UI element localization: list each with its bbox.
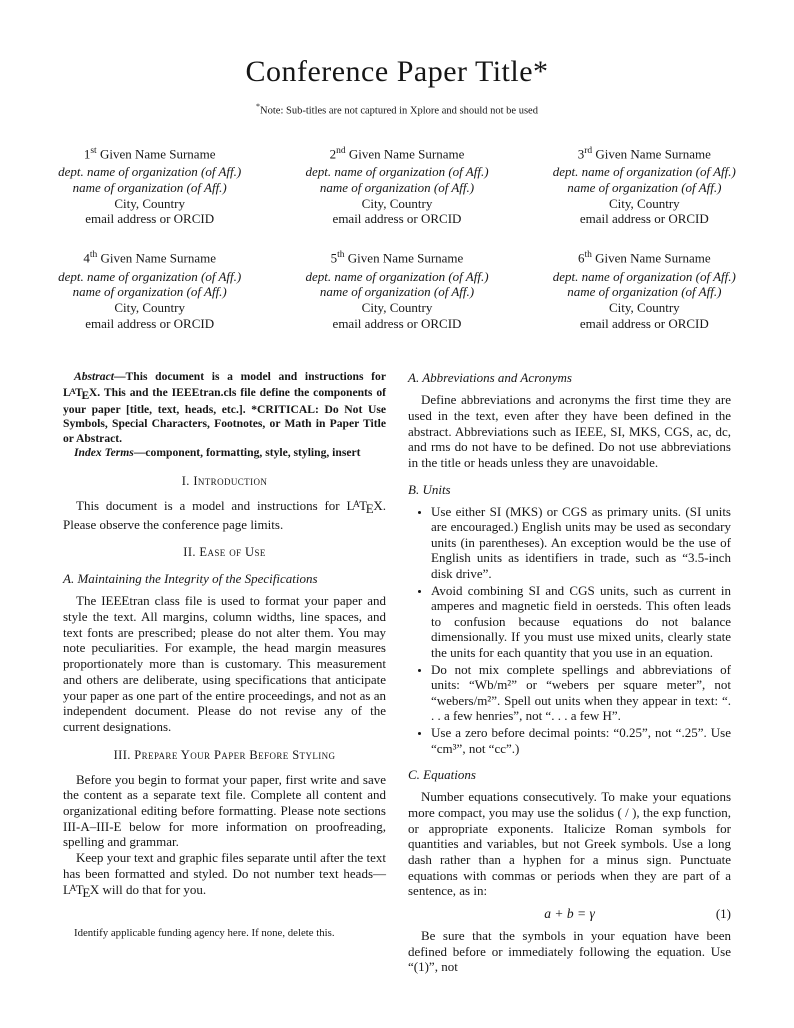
units-bullet-list: [408, 504, 731, 757]
subsection-heading-units: B. Units: [408, 481, 451, 497]
funding-footnote: Identify applicable funding agency here. If none, delete this.: [74, 926, 335, 939]
section-heading-ease-of-use: II. Ease of Use: [183, 545, 266, 560]
author-block-3: [521, 144, 768, 227]
author-email: email address or ORCID: [579, 315, 709, 331]
integrity-paragraph: The IEEEtran class file is used to format your paper and style the text. All margins, column widths, line spaces, and text fonts are prescribed; please do not alter them. You may note peculiarities. For example, the head margin measures proportionately more than is customary. This measurement and others are deliberate, using specifications that anticipate your paper as one part of the entire proceedings, and not as an independent document. Please do not revise any of the current designations.: [63, 593, 386, 734]
section-heading-introduction: I. Introduction: [181, 473, 268, 488]
author-block-5: [273, 248, 520, 331]
author-email: email address or ORCID: [332, 211, 462, 227]
author-name: 5th Given Name Surname: [330, 249, 464, 266]
author-block-6: [521, 248, 768, 331]
author-name: 1st Given Name Surname: [83, 145, 216, 161]
units-bullet: • Use a zero before decimal points: “0.25”, not “.25”. Use “cm³”, not “cc”.): [431, 725, 731, 756]
author-name: 6th Given Name Surname: [577, 249, 711, 266]
author-city: City, Country: [361, 299, 433, 315]
author-dept: dept. name of organization (of Aff.): [552, 164, 736, 180]
section-heading-prepare: III. Prepare Your Paper Before Styling: [113, 747, 336, 762]
author-dept: dept. name of organization (of Aff.): [58, 164, 242, 180]
paper-title: Conference Paper Title*: [245, 55, 549, 88]
author-dept: dept. name of organization (of Aff.): [305, 164, 489, 180]
subsection-heading-abbreviations: A. Abbreviations and Acronyms: [408, 370, 572, 386]
title-note-star: *: [256, 102, 261, 111]
units-bullet: • Do not mix complete spellings and abbreviations of units: “Wb/m²” or “webers per square meter”, not “webers/m²”. Spell out units when they appear in text: “. . . a few henries”, not “. . . a few H”.: [431, 662, 731, 724]
author-name: 3rd Given Name Surname: [577, 145, 711, 161]
author-org: name of organization (of Aff.): [567, 180, 722, 196]
author-block-4: [26, 248, 273, 331]
author-org: name of organization (of Aff.): [319, 284, 475, 300]
equation-body: a + b = γ: [544, 906, 595, 922]
author-dept: dept. name of organization (of Aff.): [58, 268, 242, 284]
title-note: [0, 102, 794, 117]
prepare-paragraph-2: Keep your text and graphic files separate until after the text has been formatted and styled. Do not number text heads—LATEX will do that for you.: [63, 850, 386, 900]
equation-number: (1): [715, 906, 731, 922]
author-dept: dept. name of organization (of Aff.): [552, 268, 736, 284]
subsection-heading-integrity: A. Maintaining the Integrity of the Specifications: [63, 571, 318, 587]
author-city: City, Country: [361, 195, 433, 211]
prepare-paragraph-1: Before you begin to format your paper, first write and save the content as a separate text file. Complete all content and organizational editing before formatting. Please note sections III-A–III-E below for more information on proofreading, spelling and grammar.: [63, 771, 386, 850]
author-email: email address or ORCID: [85, 211, 215, 227]
author-block-2: [273, 144, 520, 227]
index-terms: Index Terms—component, formatting, style, styling, insert: [74, 446, 361, 460]
two-column-body: [0, 370, 794, 975]
author-org: name of organization (of Aff.): [72, 180, 227, 196]
author-email: email address or ORCID: [85, 315, 215, 331]
author-org: name of organization (of Aff.): [319, 180, 475, 196]
author-dept: dept. name of organization (of Aff.): [305, 268, 489, 284]
right-column: [408, 370, 731, 975]
left-column: [63, 370, 386, 975]
author-city: City, Country: [114, 195, 185, 211]
author-email: email address or ORCID: [579, 211, 709, 227]
abstract-paragraph: Abstract—This document is a model and instructions for LATEX. This and the IEEEtran.cls file define the components of your paper [title, text, heads, etc.]. *CRITICAL: Do Not Use Symbols, Special Characters, Footnotes, or Math in Paper Title or Abstract.: [63, 370, 386, 445]
author-name: 2nd Given Name Surname: [329, 145, 465, 161]
units-bullet: • Avoid combining SI and CGS units, such as current in amperes and magnetic field in oersteds. This often leads to confusion because equations do not balance dimensionally. If you must use mixed units, clearly state the units for each quantity that you use in an equation.: [431, 583, 731, 661]
equation-followup-paragraph: Be sure that the symbols in your equation have been defined before or immediately following the equation. Use “(1)”, not: [408, 928, 731, 975]
author-org: name of organization (of Aff.): [567, 284, 722, 300]
author-block-1: [26, 144, 273, 227]
equations-paragraph: Number equations consecutively. To make your equations more compact, you may use the solidus ( / ), the exp function, or appropriate exponents. Italicize Roman symbols for quantities and variables, but not Greek symbols. Use a long dash rather than a hyphen for a minus sign. Punctuate equations with commas or periods when they are part of a sentence, as in:: [408, 789, 731, 899]
equation-1: [408, 906, 731, 922]
author-org: name of organization (of Aff.): [72, 284, 227, 300]
introduction-paragraph: This document is a model and instructions for LATEX. Please observe the conference page limits.: [63, 497, 386, 532]
abbreviations-paragraph: Define abbreviations and acronyms the first time they are used in the text, even after they have been defined in the abstract. Abbreviations such as IEEE, SI, MKS, CGS, ac, dc, and rms do not have to be defined. Do not use abbreviations in the title or heads unless they are unavoidable.: [408, 392, 731, 470]
author-city: City, Country: [114, 299, 185, 315]
author-email: email address or ORCID: [332, 315, 462, 331]
units-bullet: • Use either SI (MKS) or CGS as primary units. (SI units are encouraged.) English units may be used as secondary units (in parentheses). An exception would be the use of English units as identifiers in trade, such as “3.5-inch disk drive”.: [431, 504, 731, 582]
author-city: City, Country: [608, 195, 680, 211]
author-city: City, Country: [608, 299, 680, 315]
title-note-text: Note: Sub-titles are not captured in Xplore and should not be used: [260, 105, 538, 117]
author-name: 4th Given Name Surname: [83, 249, 216, 266]
author-grid: [0, 144, 794, 332]
subsection-heading-equations: C. Equations: [408, 767, 476, 783]
